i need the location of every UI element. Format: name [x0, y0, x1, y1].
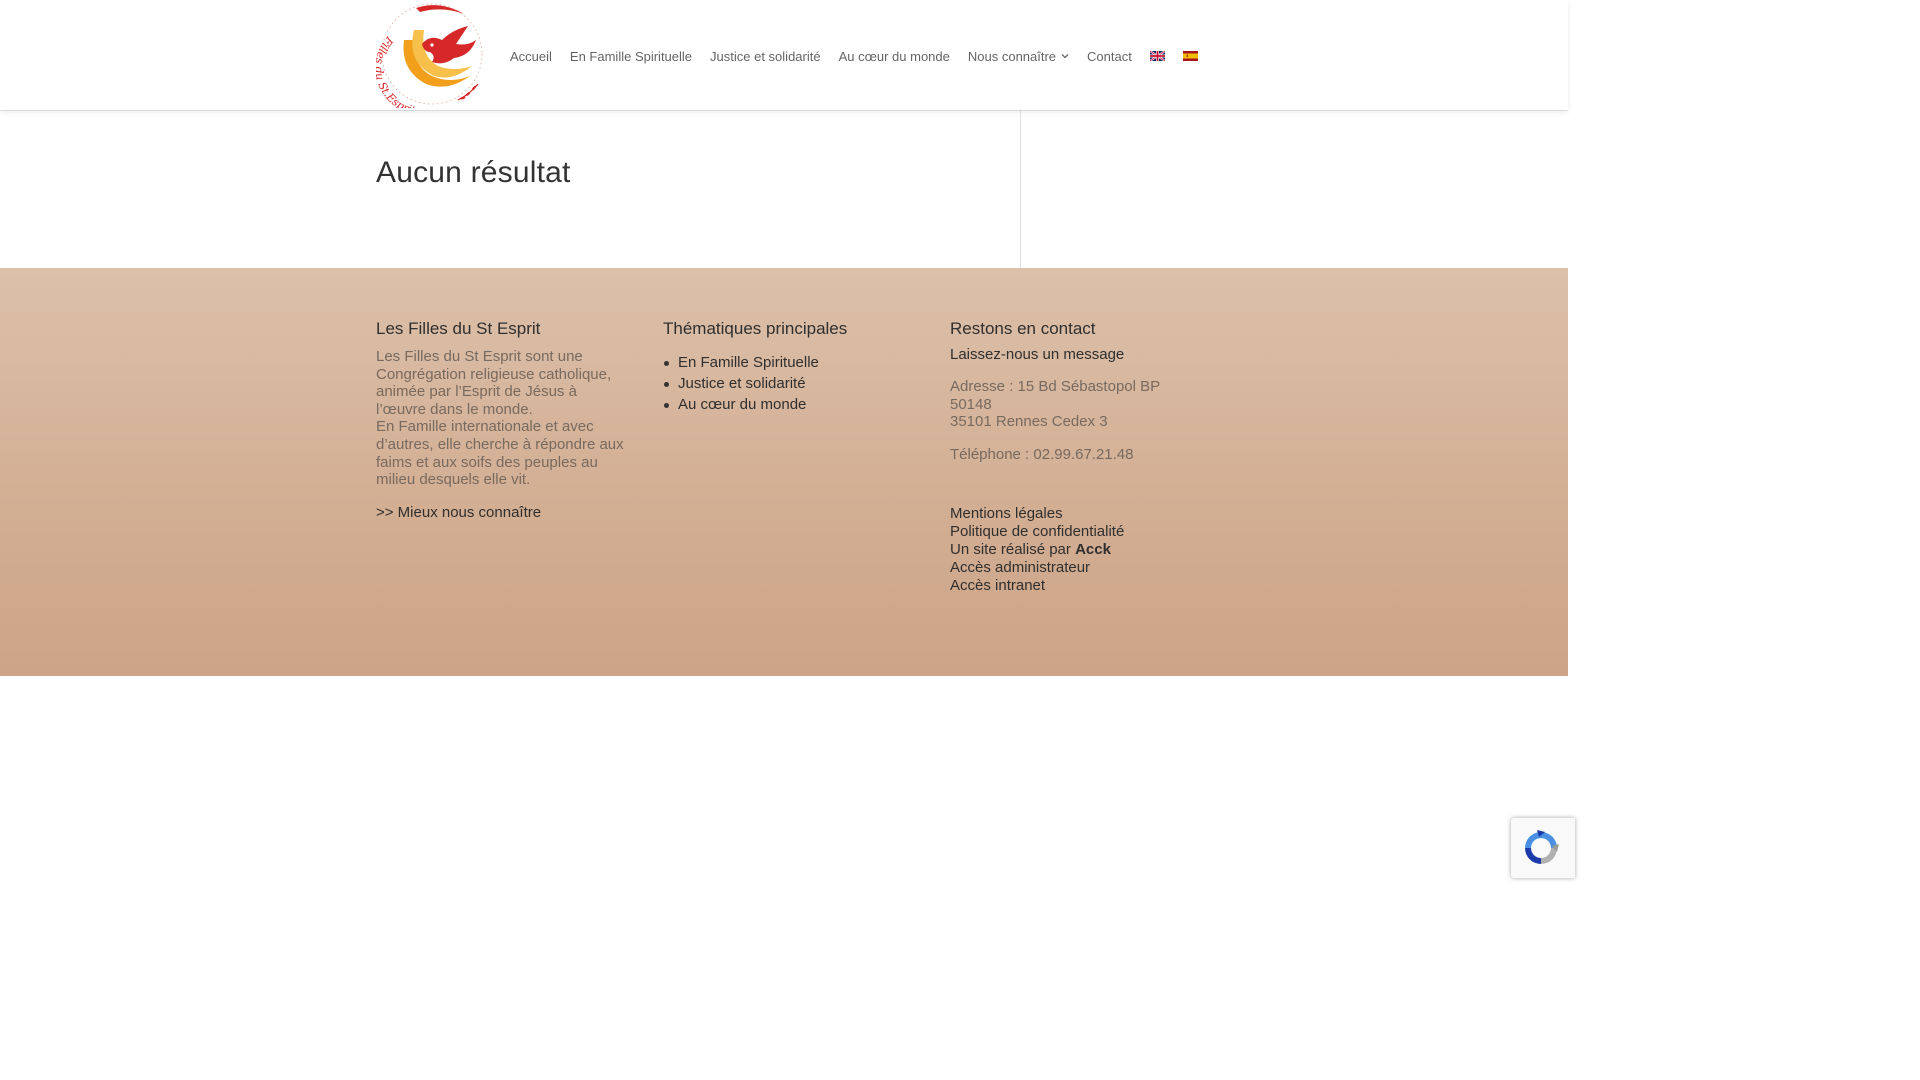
footer-themes — [663, 318, 913, 416]
intranet-access-link[interactable]: Accès intranet — [950, 576, 1046, 594]
nav-item-justice-solidarite[interactable]: Justice et solidarité — [710, 48, 821, 64]
nav-item-coeur-du-monde[interactable]: Au cœur du monde — [838, 48, 950, 64]
nav-item-nous-connaitre-label: Nous connaître — [967, 48, 1057, 64]
nav-item-contact[interactable]: Contact — [1087, 48, 1132, 64]
spanish-flag-icon[interactable] — [1183, 51, 1198, 61]
footer-about-heading: Les Filles du St Esprit — [376, 319, 541, 338]
address-line-3: 35101 Rennes Cedex 3 — [950, 413, 1108, 431]
privacy-policy-link[interactable]: Politique de confidentialité — [950, 523, 1125, 541]
legal-links — [950, 505, 1180, 594]
nav-item-nous-connaitre[interactable] — [968, 49, 1069, 64]
main-content — [0, 110, 1568, 268]
footer-contact — [950, 318, 1180, 594]
mieux-nous-connaitre-link[interactable]: >> Mieux nous connaître — [376, 503, 542, 521]
theme-link-famille-spirituelle[interactable]: En Famille Spirituelle — [663, 352, 913, 373]
contact-phone: Téléphone : 02.99.67.21.48 — [950, 445, 1134, 463]
chevron-down-icon — [1061, 52, 1069, 60]
address-line-2: 50148 — [950, 395, 992, 413]
logo-text: Fill St.Espr — [376, 33, 411, 108]
themes-list — [663, 352, 913, 416]
footer-about-text-2: En Famille internationale et avec d’autres, elle cherche à répondre aux faims et aux soifs des peuples au milieu desquels elle vit. — [376, 418, 624, 489]
logo-dove-icon — [376, 0, 486, 108]
address-line-1: Adresse : 15 Bd Sébastopol BP — [950, 378, 1161, 395]
site-logo[interactable] — [376, 0, 486, 108]
footer-contact-heading: Restons en contact — [950, 319, 1096, 338]
english-flag-icon[interactable] — [1150, 51, 1165, 61]
main-navigation — [510, 46, 1216, 66]
mentions-legales-link[interactable]: Mentions légales — [950, 505, 1063, 523]
contact-address — [950, 378, 1180, 431]
page-title: Aucun résultat — [376, 156, 571, 189]
site-header — [0, 0, 1568, 110]
site-credit-name: Acck — [1075, 540, 1111, 558]
theme-link-coeur-du-monde[interactable]: Au cœur du monde — [663, 394, 913, 415]
leave-message-link[interactable]: Laissez-nous un message — [950, 346, 1125, 363]
recaptcha-badge[interactable] — [1511, 818, 1575, 878]
recaptcha-icon — [1521, 828, 1561, 868]
nav-item-accueil[interactable]: Accueil — [510, 48, 552, 64]
sidebar-divider — [1020, 110, 1021, 268]
nav-item-famille-spirituelle[interactable]: En Famille Spirituelle — [569, 48, 693, 64]
footer-about — [376, 318, 626, 521]
footer-themes-heading: Thématiques principales — [663, 319, 848, 338]
footer-about-text-1: Les Filles du St Esprit sont une Congrégation religieuse catholique, animée par l’Esprit de Jésus à l’œuvre dans le monde. — [376, 348, 612, 418]
admin-access-link[interactable]: Accès administrateur — [950, 558, 1091, 576]
site-credit-link[interactable] — [950, 541, 1180, 559]
site-credit-prefix: Un site réalisé par — [950, 540, 1076, 558]
theme-link-justice-solidarite[interactable]: Justice et solidarité — [663, 373, 913, 394]
